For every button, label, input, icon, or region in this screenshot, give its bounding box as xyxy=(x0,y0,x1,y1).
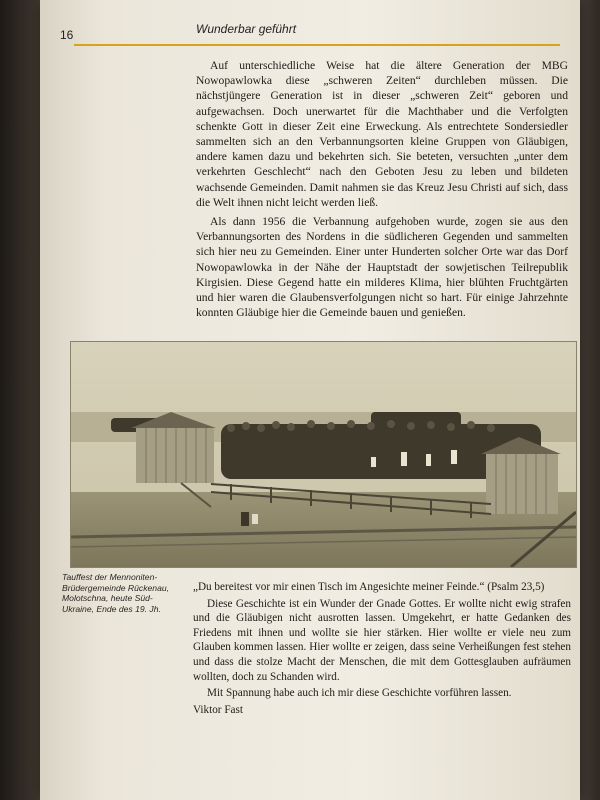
body-text xyxy=(196,58,568,324)
page-header xyxy=(60,22,560,46)
closing-sentence: Mit Spannung habe auch ich mir diese Geschichte vorführen lassen. xyxy=(207,687,512,700)
historic-photo xyxy=(70,341,577,568)
photo-caption: Tauffest der Mennoniten-Brüdergemeinde Rückenau, Molotschna, heute Süd-Ukraine, Ende des 19. Jh. xyxy=(62,572,170,614)
body-paragraph-2: Als dann 1956 die Verbannung aufgehoben wurde, zogen sie aus den Verbannungsorten des Nordens in die südlicheren Gegenden und sammelten sich hier neu zu Gemeinden. Einer unter Hunderten solcher Orte war das Dorf Nowopawlowka in der Nähe der Hauptstadt der sowjetischen Teilrepublik Kirgisien. Diese Gegend hatte ein milderes Klima, hier blühten Fruchtgärten und hier waren die Glaubensverfolgungen nicht so hart. Für einige Jahrzehnte konnten Gläubige hier die Gemeinde bauen und genießen. xyxy=(196,215,568,320)
book-page xyxy=(40,0,580,800)
author-name: Viktor Fast xyxy=(193,703,243,716)
lower-text xyxy=(193,580,571,719)
header-rule xyxy=(74,44,560,46)
lower-paragraph: Diese Geschichte ist ein Wunder der Gnade Gottes. Er wollte nicht ewig strafen und die Gläubigen nicht ausrotten lassen. Umgekehrt, er hatte Gedanken des Friedens mit ihnen und wollte sie hier stärken. Hier wollte er viele neu zum Glauben kommen lassen. Hier wollte er zeigen, dass seine Verheißungen fest stehen und dass die stolze Macht der Menschen, die mit dem Gottesglauben aufräumen wollten, doch zu Schanden wird. xyxy=(193,597,571,683)
page-number: 16 xyxy=(60,28,74,42)
body-paragraph-1: Auf unterschiedliche Weise hat die ältere Generation der MBG Nowopawlowka diese „schweren Zeiten“ durchleben müssen. Die nächstjüngere Generation ist in dieser „schweren Zeit“ geboren und aufgewachsen. Doch unerwartet für die Machthaber und die Verfolgten schenkte Gott in dieser Zeit eine Erweckung. Als entrechtete Sondersiedler sammelten sich an den Verbannungsorten kleine Gruppen von Gläubigen, andere kamen dazu und bekehrten sich. Sie beteten, versuchten „unter dem verkehrten Geschlecht“ nach den Geboten Jesu zu leben und bildeten wachsende Gemeinden. Damit nahmen sie das Kreuz Jesu Christi auf sich, dass die Welt ihnen nicht leicht werden ließ. xyxy=(196,59,568,209)
psalm-quote: „Du bereitest vor mir einen Tisch im Angesichte meiner Feinde.“ (Psalm 23,5) xyxy=(193,581,545,593)
baptism-scene-image xyxy=(71,342,576,567)
running-title: Wunderbar geführt xyxy=(196,22,297,36)
